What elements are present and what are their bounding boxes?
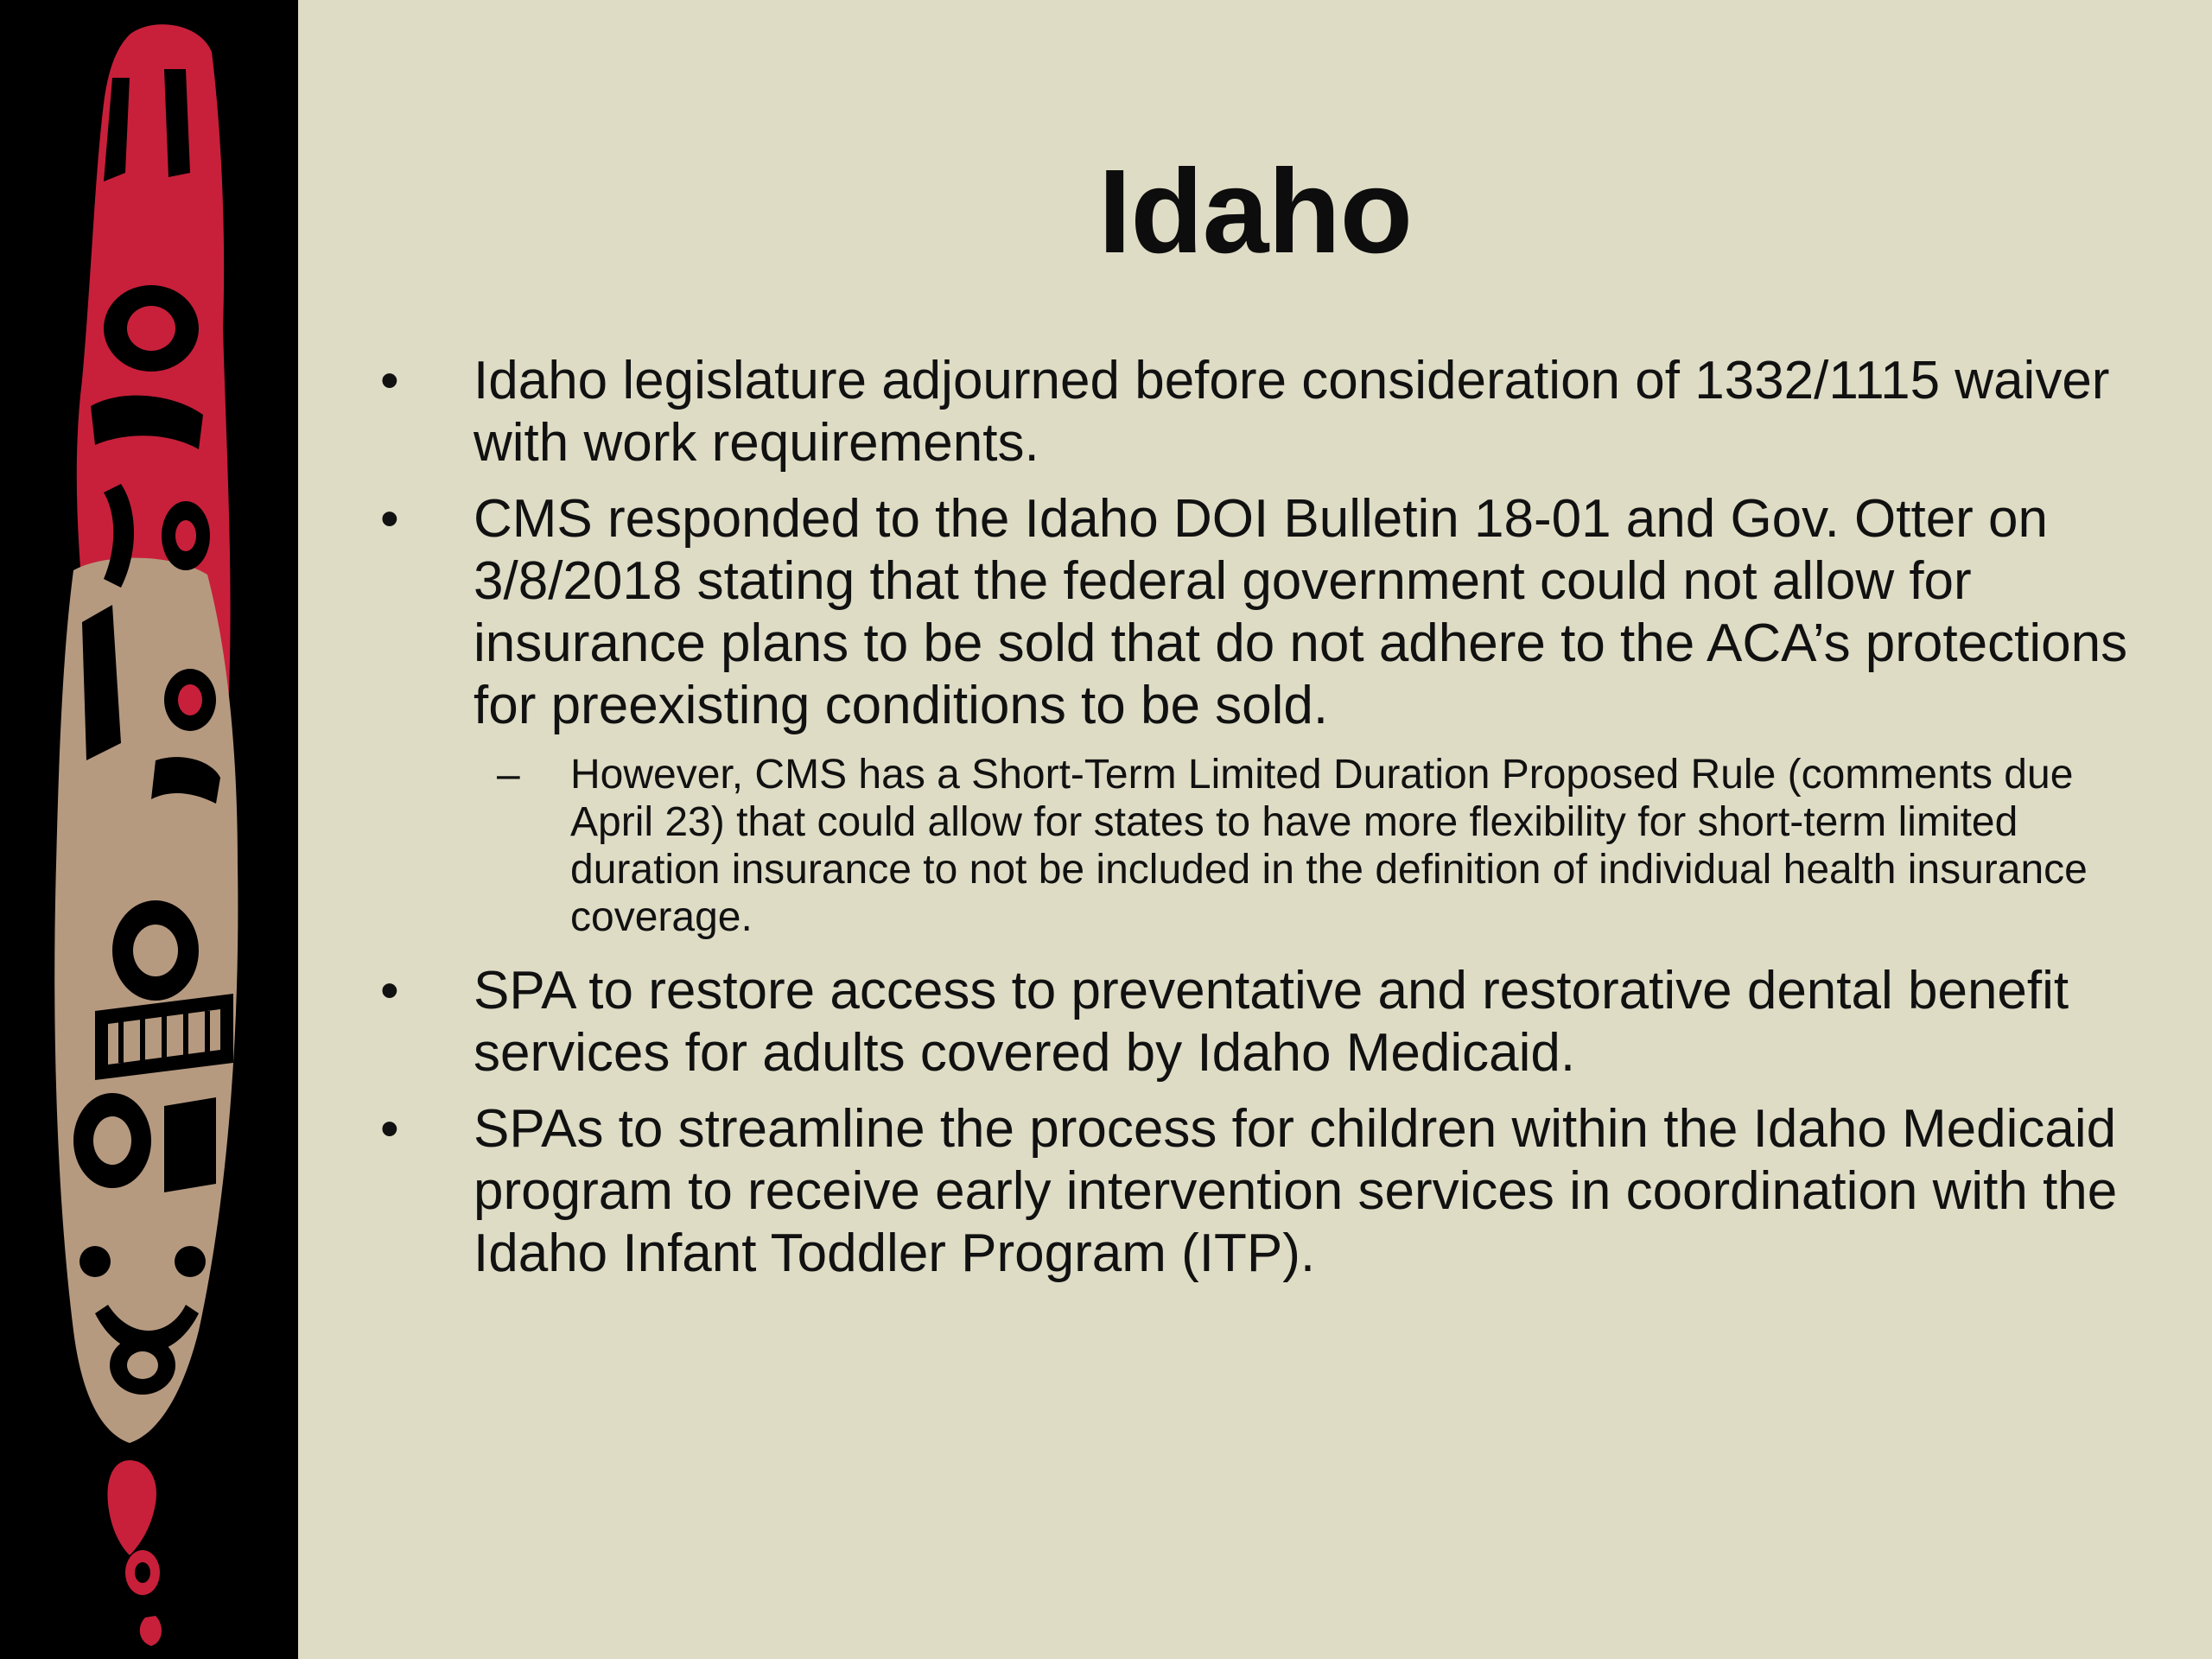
bullet-marker: • (380, 961, 399, 1020)
bullet-list (380, 350, 2160, 1299)
sub-bullet-item (380, 751, 2160, 941)
bullet-marker: • (380, 1099, 399, 1159)
slide-title: Idaho (1098, 145, 1412, 278)
bullet-text: CMS responded to the Idaho DOI Bulletin 18-01 and Gov. Otter on 3/8/2018 stating that the federal government could not allow for insurance plans to be sold that do not adhere to the ACA’s protections for preexisting conditions to be sold. (474, 489, 2128, 735)
sub-bullet-text: However, CMS has a Short-Term Limited Duration Proposed Rule (comments due April 23) that could allow for states to have more flexibility for short-term limited duration insurance to not be included in the definition of individual health insurance coverage. (570, 752, 2088, 940)
sub-bullet-marker: – (497, 752, 520, 798)
decorative-side-band (0, 0, 298, 1659)
bullet-item (380, 488, 2160, 737)
bullet-item (380, 1098, 2160, 1285)
bullet-item (380, 350, 2160, 474)
bullet-text: Idaho legislature adjourned before consideration of 1332/1115 waiver with work requirements. (474, 351, 2110, 473)
bullet-text: SPAs to streamline the process for children within the Idaho Medicaid program to receive early intervention services in coordination with the Idaho Infant Toddler Program (ITP). (474, 1099, 2118, 1283)
bullet-marker: • (380, 489, 399, 549)
bullet-text: SPA to restore access to preventative and restorative dental benefit services for adults covered by Idaho Medicaid. (474, 961, 2069, 1083)
bullet-item (380, 960, 2160, 1084)
bullet-marker: • (380, 351, 399, 410)
totem-art (0, 0, 298, 1659)
